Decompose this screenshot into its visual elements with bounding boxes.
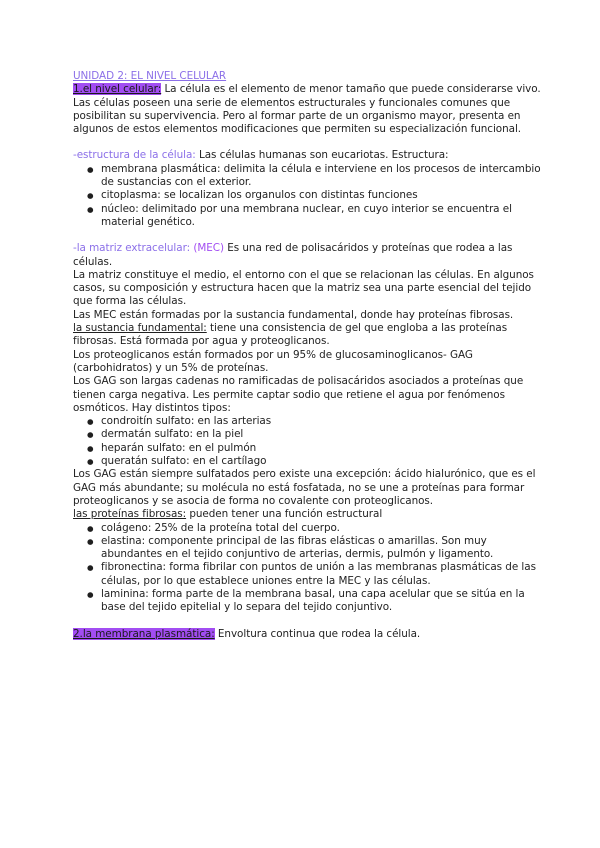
list-item: ● fibronectina: forma fibrilar con puntos de unión a las membranas plasmáticas de las células, por lo que establece uniones entre la MEC y las células. — [101, 561, 543, 588]
list-item: ● condroitín sulfato: en las arterias — [101, 415, 543, 428]
matriz-paragraph: La matriz constituye el medio, el entorno con el que se relacionan las células. En algunos casos, su composición y estructura hacen que la matriz sea una parte esencial del tejido que forma las células. — [73, 268, 534, 308]
section-1-paragraph: 1.el nivel celular: La célula es el elemento de menor tamaño que puede considerarse vivo. — [73, 83, 541, 96]
list-item: ● membrana plasmática: delimita la célula e interviene en los procesos de intercambio de sustancias con el exterior. — [101, 163, 543, 190]
list-item: ● dermatán sulfato: en la piel — [101, 428, 543, 441]
sustancia-fundamental-label: la sustancia fundamental: — [73, 322, 207, 335]
proteinas-list — [73, 522, 543, 615]
list-item: ● queratán sulfato: en el cartílago — [101, 455, 543, 468]
list-item: ● colágeno: 25% de la proteína total del cuerpo. — [101, 522, 543, 535]
list-item: ● núcleo: delimitado por una membrana nuclear, en cuyo interior se encuentra el material genético. — [101, 203, 543, 230]
list-item: ● heparán sulfato: en el pulmón — [101, 442, 543, 455]
section-2-heading: 2.la membrana plasmática: — [73, 627, 215, 640]
section-1-body: Las células poseen una serie de elementos estructurales y funcionales comunes que posibilitan su supervivencia. Pero al formar parte de un organismo mayor, presenta en algunos de estos elementos modificaciones que permiten su especialización funcional. — [73, 96, 522, 136]
sustancia-fundamental-paragraph: la sustancia fundamental: tiene una consistencia de gel que engloba a las proteínas fibrosas. Está formada por agua y proteoglicanos. — [73, 322, 508, 348]
proteinas-fibrosas-label: las proteínas fibrosas: — [73, 508, 187, 521]
matriz-paragraph: Las MEC están formadas por la sustancia fundamental, donde hay proteínas fibrosas. — [73, 308, 514, 321]
section-2-paragraph: 2.la membrana plasmática: Envoltura continua que rodea la célula. — [73, 627, 421, 640]
matriz-paragraph: Los GAG son largas cadenas no ramificadas de polisacáridos asociados a proteínas que tienen carga negativa. Les permite captar sodio que retiene el agua por fenómenos osmóticos. Hay distintos tipos: — [73, 375, 524, 414]
matriz-intro: -la matriz extracelular: (MEC) Es una red de polisacáridos y proteínas que rodea a las células. — [73, 242, 513, 268]
matriz-paragraph: Los GAG están siempre sulfatados pero existe una excepción: ácido hialurónico, que es el GAG más abundante; su molécula no está fosfatada, no se une a proteínas para formar proteoglicanos y se asocia de forma no covalente con proteoglicanos. — [73, 468, 536, 507]
list-item: ● laminina: forma parte de la membrana basal, una capa acelular que se sitúa en la base del tejido epitelial y lo separa del tejido conjuntivo. — [101, 588, 543, 615]
estructura-list — [73, 163, 543, 229]
mec-label: (MEC) — [190, 242, 224, 255]
estructura-intro: -estructura de la célula: Las células humanas son eucariotas. Estructura: — [73, 149, 449, 162]
section-1-heading: 1.el nivel celular: — [73, 83, 162, 96]
list-item: ● citoplasma: se localizan los organulos con distintas funciones — [101, 189, 543, 202]
matriz-paragraph: Los proteoglicanos están formados por un 95% de glucosaminoglicanos- GAG (carbohidratos) y un 5% de proteínas. — [73, 348, 473, 374]
gag-list — [73, 415, 543, 468]
estructura-label: -estructura de la célula: — [73, 149, 196, 162]
proteinas-fibrosas-paragraph: las proteínas fibrosas: pueden tener una función estructural — [73, 508, 383, 521]
document-page — [73, 70, 543, 641]
unit-title: UNIDAD 2: EL NIVEL CELULAR — [73, 70, 227, 82]
matriz-label: -la matriz extracelular: — [73, 242, 191, 255]
list-item: ● elastina: componente principal de las fibras elásticas o amarillas. Son muy abundantes en el tejido conjuntivo de arterias, dermis, pulmón y ligamento. — [101, 535, 543, 562]
